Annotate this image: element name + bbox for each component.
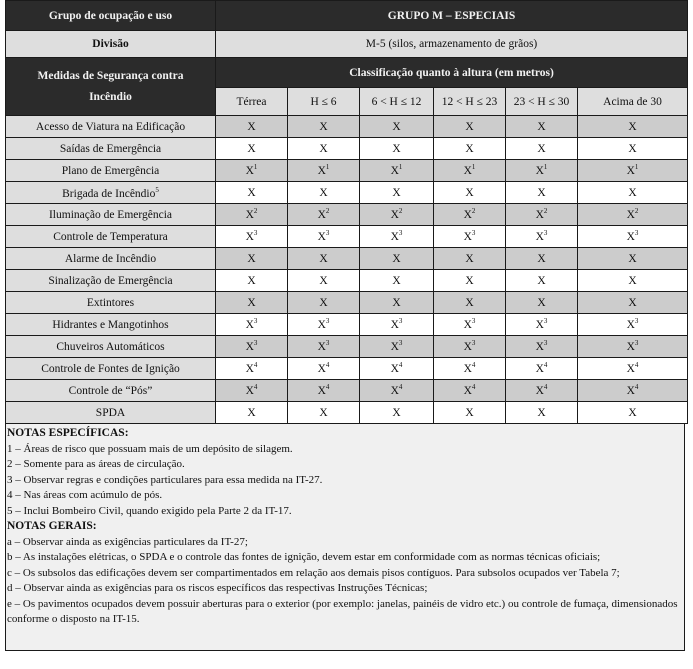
- specific-notes-list: [7, 442, 684, 520]
- requirement-cell: [288, 204, 360, 226]
- requirement-footnote: 3: [543, 338, 548, 347]
- requirement-mark: X: [628, 142, 637, 155]
- general-note: d – Observar ainda as exigências para os riscos específicos das respectivas Instruções Técnicas;: [7, 582, 428, 594]
- requirement-mark: X: [465, 252, 474, 265]
- requirement-cell: [360, 138, 434, 160]
- measure-label: [6, 160, 216, 182]
- requirement-cell: [288, 138, 360, 160]
- column-header: 12 < H ≤ 23: [434, 88, 506, 116]
- requirement-cell: [434, 358, 506, 380]
- requirement-footnote: 2: [471, 206, 476, 215]
- measure-name: Controle de Temperatura: [53, 230, 168, 243]
- requirement-footnote: 3: [471, 316, 476, 325]
- requirement-mark: X: [247, 252, 256, 265]
- requirement-cell: [578, 358, 688, 380]
- header-row-1: [6, 58, 688, 88]
- requirement-mark: X: [245, 230, 254, 243]
- requirement-footnote: 4: [253, 382, 258, 391]
- requirement-cell: [360, 336, 434, 358]
- measure-label: [6, 270, 216, 292]
- table-row: [6, 292, 688, 314]
- group-value: GRUPO M – ESPECIAIS: [216, 1, 688, 31]
- measure-name: Brigada de Incêndio: [62, 187, 156, 200]
- requirement-mark: X: [319, 252, 328, 265]
- requirement-cell: [434, 138, 506, 160]
- requirement-mark: X: [628, 186, 637, 199]
- requirement-mark: X: [535, 340, 544, 353]
- requirement-cell: [216, 402, 288, 424]
- requirement-mark: X: [319, 142, 328, 155]
- requirement-footnote: 4: [398, 360, 403, 369]
- requirement-mark: X: [626, 230, 635, 243]
- column-header: 23 < H ≤ 30: [506, 88, 578, 116]
- requirement-footnote: 3: [325, 316, 330, 325]
- requirement-cell: [360, 314, 434, 336]
- requirement-cell: [506, 292, 578, 314]
- requirement-cell: [288, 402, 360, 424]
- requirement-cell: [288, 160, 360, 182]
- requirement-cell: [506, 182, 578, 204]
- requirement-footnote: 1: [325, 162, 330, 171]
- requirement-cell: [288, 116, 360, 138]
- classification-header: Classificação quanto à altura (em metros): [216, 58, 688, 88]
- requirement-cell: [434, 380, 506, 402]
- requirement-cell: [288, 336, 360, 358]
- measure-label: [6, 292, 216, 314]
- measure-name: Plano de Emergência: [61, 164, 160, 177]
- requirement-cell: [288, 358, 360, 380]
- requirement-cell: [506, 336, 578, 358]
- requirement-mark: X: [317, 318, 326, 331]
- requirement-mark: X: [626, 208, 635, 221]
- measure-label: [6, 182, 216, 204]
- requirement-cell: [506, 270, 578, 292]
- requirement-mark: X: [463, 230, 472, 243]
- requirement-mark: X: [319, 120, 328, 133]
- division-value: M-5 (silos, armazenamento de grãos): [216, 31, 688, 58]
- requirement-mark: X: [626, 164, 635, 177]
- requirement-footnote: 1: [543, 162, 548, 171]
- specific-note: 4 – Nas áreas com acúmulo de pós.: [7, 489, 163, 501]
- requirement-mark: X: [465, 120, 474, 133]
- requirement-footnote: 2: [543, 206, 548, 215]
- group-label: Grupo de ocupação e uso: [6, 1, 216, 31]
- requirement-cell: [216, 358, 288, 380]
- requirement-mark: X: [245, 362, 254, 375]
- requirement-footnote: 3: [253, 338, 258, 347]
- requirement-mark: X: [245, 340, 254, 353]
- requirement-footnote: 3: [543, 228, 548, 237]
- requirement-cell: [434, 116, 506, 138]
- group-row: [6, 1, 688, 31]
- measure-label: [6, 138, 216, 160]
- requirement-cell: [360, 270, 434, 292]
- table-row: [6, 336, 688, 358]
- requirement-mark: X: [247, 120, 256, 133]
- general-notes-list: [7, 535, 684, 628]
- measure-name: Controle de Fontes de Ignição: [41, 362, 180, 375]
- requirement-mark: X: [390, 340, 399, 353]
- requirement-mark: X: [535, 362, 544, 375]
- general-note: b – As instalações elétricas, o SPDA e o controle das fontes de ignição, devem estar em conformidade com as normas técnicas oficiais;: [7, 551, 601, 563]
- requirement-mark: X: [390, 318, 399, 331]
- requirement-mark: X: [392, 406, 401, 419]
- requirement-cell: [434, 402, 506, 424]
- requirement-mark: X: [392, 274, 401, 287]
- requirement-cell: [434, 336, 506, 358]
- requirement-mark: X: [626, 318, 635, 331]
- requirement-mark: X: [392, 120, 401, 133]
- division-row: [6, 31, 688, 58]
- requirement-footnote: 3: [634, 338, 639, 347]
- requirement-cell: [216, 270, 288, 292]
- requirement-mark: X: [392, 186, 401, 199]
- requirement-footnote: 3: [398, 228, 403, 237]
- requirement-mark: X: [317, 208, 326, 221]
- requirement-footnote: 4: [634, 382, 639, 391]
- general-note: a – Observar ainda as exigências particulares da IT-27;: [7, 535, 248, 548]
- measure-name: Extintores: [86, 296, 135, 309]
- requirement-mark: X: [247, 296, 256, 309]
- requirement-cell: [434, 270, 506, 292]
- requirement-footnote: 4: [634, 360, 639, 369]
- requirement-mark: X: [537, 406, 546, 419]
- requirement-mark: X: [247, 274, 256, 287]
- requirement-mark: X: [463, 164, 472, 177]
- measure-label: [6, 226, 216, 248]
- requirement-footnote: 4: [253, 360, 258, 369]
- requirement-cell: [506, 138, 578, 160]
- requirement-mark: X: [535, 230, 544, 243]
- requirement-cell: [288, 292, 360, 314]
- requirement-cell: [506, 314, 578, 336]
- specific-note: 3 – Observar regras e condições particulares para essa medida na IT-27.: [7, 473, 323, 486]
- requirement-mark: X: [537, 186, 546, 199]
- requirement-cell: [360, 160, 434, 182]
- table-row: [6, 248, 688, 270]
- requirement-footnote: 2: [398, 206, 403, 215]
- requirement-cell: [434, 292, 506, 314]
- requirement-mark: X: [245, 208, 254, 221]
- requirement-mark: X: [317, 340, 326, 353]
- requirement-footnote: 1: [471, 162, 476, 171]
- requirement-mark: X: [392, 142, 401, 155]
- requirement-mark: X: [626, 362, 635, 375]
- requirement-cell: [360, 182, 434, 204]
- measure-name: Sinalização de Emergência: [48, 274, 173, 287]
- requirement-cell: [578, 204, 688, 226]
- table-row: [6, 160, 688, 182]
- requirement-mark: X: [537, 120, 546, 133]
- requirement-mark: X: [247, 186, 256, 199]
- requirement-cell: [434, 204, 506, 226]
- requirement-footnote: 1: [634, 162, 639, 171]
- requirement-cell: [360, 292, 434, 314]
- requirement-cell: [578, 402, 688, 424]
- measure-label: [6, 248, 216, 270]
- general-notes-title: NOTAS GERAIS:: [7, 520, 97, 532]
- measure-name: SPDA: [95, 406, 126, 419]
- measure-label: [6, 314, 216, 336]
- requirement-footnote: 4: [471, 360, 476, 369]
- requirement-cell: [506, 358, 578, 380]
- requirement-cell: [288, 380, 360, 402]
- requirement-cell: [578, 270, 688, 292]
- requirement-mark: X: [245, 384, 254, 397]
- measure-label: [6, 204, 216, 226]
- requirement-mark: X: [390, 362, 399, 375]
- requirement-mark: X: [390, 208, 399, 221]
- requirement-mark: X: [245, 164, 254, 177]
- notes-section: [5, 424, 685, 651]
- requirement-cell: [288, 248, 360, 270]
- table-row: [6, 116, 688, 138]
- requirement-mark: X: [390, 230, 399, 243]
- requirement-footnote: 3: [398, 338, 403, 347]
- requirement-mark: X: [465, 186, 474, 199]
- requirement-mark: X: [628, 252, 637, 265]
- general-note: e – Os pavimentos ocupados devem possuir aberturas para o exterior (por exemplo: janelas, painéis de vidro etc.) ou controle de fumaça, dimensionados conforme o disposto na IT-15.: [7, 597, 678, 625]
- requirement-footnote: 3: [253, 228, 258, 237]
- requirement-mark: X: [465, 142, 474, 155]
- requirement-mark: X: [626, 340, 635, 353]
- requirement-cell: [216, 380, 288, 402]
- column-header: H ≤ 6: [288, 88, 360, 116]
- requirement-cell: [434, 226, 506, 248]
- requirement-cell: [288, 270, 360, 292]
- requirement-cell: [434, 160, 506, 182]
- requirement-mark: X: [628, 296, 637, 309]
- requirement-cell: [360, 402, 434, 424]
- requirement-mark: X: [537, 252, 546, 265]
- requirement-mark: X: [319, 274, 328, 287]
- requirement-cell: [360, 358, 434, 380]
- requirement-cell: [216, 138, 288, 160]
- requirement-footnote: 3: [398, 316, 403, 325]
- requirement-footnote: 3: [325, 228, 330, 237]
- requirement-cell: [578, 380, 688, 402]
- requirement-cell: [216, 226, 288, 248]
- requirement-cell: [360, 226, 434, 248]
- requirement-footnote: 3: [325, 338, 330, 347]
- requirement-cell: [578, 160, 688, 182]
- table-row: [6, 380, 688, 402]
- requirement-footnote: 3: [634, 228, 639, 237]
- requirement-footnote: 1: [398, 162, 403, 171]
- measures-header: [6, 58, 216, 116]
- table-row: [6, 138, 688, 160]
- fire-safety-requirements-document: [5, 0, 687, 651]
- measure-name: Acesso de Viatura na Edificação: [35, 120, 186, 133]
- table-row: [6, 358, 688, 380]
- table-row: [6, 402, 688, 424]
- requirement-mark: X: [463, 384, 472, 397]
- requirement-mark: X: [628, 274, 637, 287]
- requirement-footnote: 4: [325, 382, 330, 391]
- requirement-cell: [216, 182, 288, 204]
- table-row: [6, 204, 688, 226]
- requirement-cell: [578, 226, 688, 248]
- measure-name: Controle de “Pós”: [68, 384, 153, 397]
- requirement-mark: X: [392, 252, 401, 265]
- measure-label: [6, 116, 216, 138]
- requirement-cell: [216, 314, 288, 336]
- measure-label: [6, 380, 216, 402]
- requirement-mark: X: [537, 296, 546, 309]
- requirement-cell: [360, 248, 434, 270]
- measure-name: Iluminação de Emergência: [48, 208, 173, 221]
- requirement-footnote: 2: [253, 206, 258, 215]
- requirement-cell: [434, 182, 506, 204]
- division-label: Divisão: [6, 31, 216, 58]
- safety-measures-table: [5, 0, 688, 424]
- requirement-mark: X: [247, 142, 256, 155]
- requirement-footnote: 1: [253, 162, 258, 171]
- requirement-mark: X: [535, 318, 544, 331]
- requirement-footnote: 3: [471, 338, 476, 347]
- requirement-footnote: 4: [543, 360, 548, 369]
- requirement-mark: X: [537, 274, 546, 287]
- requirement-cell: [578, 292, 688, 314]
- requirement-cell: [360, 116, 434, 138]
- requirement-mark: X: [535, 164, 544, 177]
- requirement-cell: [434, 248, 506, 270]
- requirement-cell: [506, 116, 578, 138]
- requirement-mark: X: [317, 362, 326, 375]
- requirement-mark: X: [535, 384, 544, 397]
- measure-label: [6, 402, 216, 424]
- requirement-mark: X: [319, 296, 328, 309]
- requirement-mark: X: [317, 230, 326, 243]
- column-header: Acima de 30: [578, 88, 688, 116]
- requirement-cell: [216, 248, 288, 270]
- requirement-mark: X: [463, 318, 472, 331]
- specific-note: 5 – Inclui Bombeiro Civil, quando exigido pela Parte 2 da IT-17.: [7, 504, 292, 517]
- requirement-footnote: 3: [634, 316, 639, 325]
- column-header: 6 < H ≤ 12: [360, 88, 434, 116]
- table-row: [6, 314, 688, 336]
- specific-note: 1 – Áreas de risco que possuam mais de um depósito de silagem.: [7, 442, 293, 455]
- measure-label: [6, 358, 216, 380]
- measure-name: Saídas de Emergência: [59, 142, 162, 155]
- requirement-cell: [506, 226, 578, 248]
- requirement-mark: X: [317, 384, 326, 397]
- requirement-cell: [506, 402, 578, 424]
- measures-header-line1: Medidas de Segurança contra: [37, 69, 184, 82]
- requirement-cell: [288, 314, 360, 336]
- requirement-footnote: 4: [471, 382, 476, 391]
- requirement-mark: X: [465, 296, 474, 309]
- requirement-footnote: 4: [543, 382, 548, 391]
- requirement-mark: X: [319, 186, 328, 199]
- requirement-mark: X: [628, 120, 637, 133]
- requirement-cell: [216, 160, 288, 182]
- requirement-mark: X: [317, 164, 326, 177]
- requirement-mark: X: [463, 208, 472, 221]
- requirement-footnote: 2: [325, 206, 330, 215]
- measure-name: Chuveiros Automáticos: [56, 340, 165, 353]
- requirement-mark: X: [463, 340, 472, 353]
- requirement-mark: X: [390, 384, 399, 397]
- requirement-mark: X: [626, 384, 635, 397]
- requirement-cell: [578, 336, 688, 358]
- requirement-mark: X: [537, 142, 546, 155]
- requirement-cell: [506, 160, 578, 182]
- requirement-cell: [216, 204, 288, 226]
- requirement-mark: X: [319, 406, 328, 419]
- requirement-mark: X: [247, 406, 256, 419]
- column-header: Térrea: [216, 88, 288, 116]
- measure-footnote: 5: [155, 185, 159, 194]
- requirement-cell: [506, 204, 578, 226]
- table-row: [6, 270, 688, 292]
- measure-name: Hidrantes e Mangotinhos: [52, 318, 169, 331]
- requirement-mark: X: [465, 274, 474, 287]
- requirement-cell: [216, 292, 288, 314]
- requirement-mark: X: [535, 208, 544, 221]
- requirement-mark: X: [463, 362, 472, 375]
- requirement-cell: [578, 138, 688, 160]
- table-row: [6, 182, 688, 204]
- requirement-footnote: 3: [253, 316, 258, 325]
- requirement-mark: X: [390, 164, 399, 177]
- requirement-mark: X: [392, 296, 401, 309]
- requirement-footnote: 2: [634, 206, 639, 215]
- specific-note: 2 – Somente para as áreas de circulação.: [7, 458, 185, 470]
- specific-notes-title: NOTAS ESPECÍFICAS:: [7, 427, 129, 439]
- requirement-footnote: 3: [471, 228, 476, 237]
- requirement-cell: [578, 314, 688, 336]
- requirement-cell: [506, 248, 578, 270]
- requirement-cell: [288, 226, 360, 248]
- requirement-cell: [434, 314, 506, 336]
- requirement-mark: X: [628, 406, 637, 419]
- requirement-cell: [360, 204, 434, 226]
- table-row: [6, 226, 688, 248]
- measures-header-line2: Incêndio: [89, 90, 132, 103]
- requirement-mark: X: [245, 318, 254, 331]
- requirement-cell: [578, 182, 688, 204]
- requirement-mark: X: [465, 406, 474, 419]
- measure-name: Alarme de Incêndio: [64, 252, 157, 265]
- requirement-cell: [288, 182, 360, 204]
- requirement-footnote: 3: [543, 316, 548, 325]
- measure-label: [6, 336, 216, 358]
- requirement-cell: [506, 380, 578, 402]
- requirement-cell: [360, 380, 434, 402]
- requirement-footnote: 4: [398, 382, 403, 391]
- general-note: c – Os subsolos das edificações devem ser compartimentados em relação aos demais pisos contíguos. Para subsolos ocupados ver Tabela 7;: [7, 566, 620, 579]
- requirement-cell: [578, 248, 688, 270]
- requirement-cell: [578, 116, 688, 138]
- requirement-cell: [216, 336, 288, 358]
- requirement-cell: [216, 116, 288, 138]
- requirement-footnote: 4: [325, 360, 330, 369]
